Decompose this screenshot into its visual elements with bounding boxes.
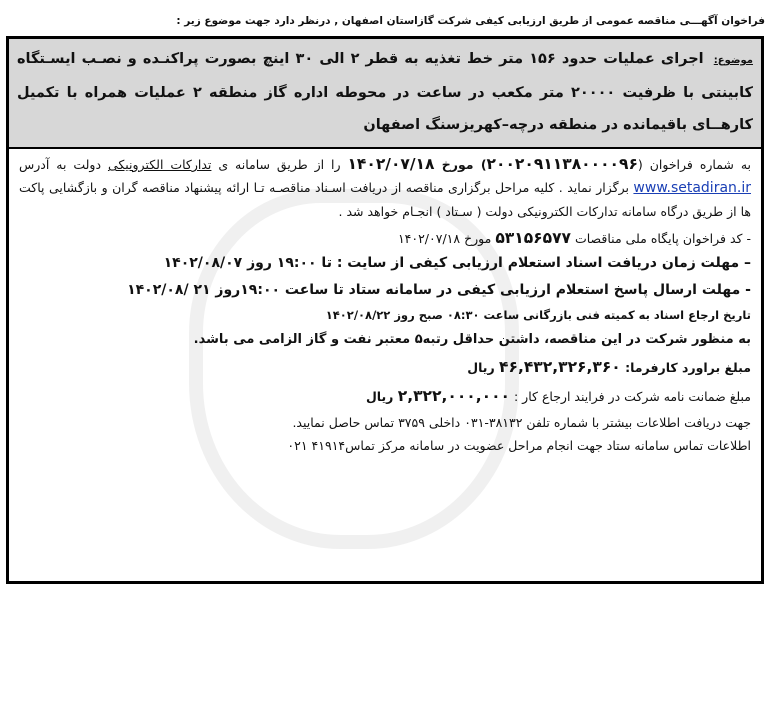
intro-text-4: دولت به آدرس	[19, 157, 108, 172]
call-date: ۱۴۰۲/۰۷/۱۸	[347, 155, 435, 173]
notice-body	[9, 149, 761, 581]
subject-label: موضوع:	[713, 55, 753, 66]
deadline-receive: – مهلت زمان دریافت اسناد استعلام ارزیابی کیفی از سایت : تا ۱۹:۰۰ روز ۱۴۰۲/۰۸/۰۷	[163, 255, 751, 271]
return-date: تاریخ ارجاع اسناد به کمیته فنی بازرگانی ساعت ۰۸:۳۰ صبح روز ۱۴۰۲/۰۸/۲۲	[325, 308, 751, 322]
subject-text: اجرای عملیات حدود ۱۵۶ متر خط تغذیه به قطر ۲ الی ۳۰ اینچ بصورت پراکنـده و نصـب ایسـتگاه کابینتی با ظرفیت ۲۰۰۰۰ متر مکعب در ساعت در محوطه اداره گاز منطقه ۲ عملیات همراه با تکمیل کارهــای باقیمانده در منطقه درچه–کهریزسنگ اصفهان	[17, 51, 753, 133]
subject-paragraph	[17, 43, 753, 141]
subject-box	[9, 39, 761, 149]
estimate-unit: ریال	[467, 360, 500, 375]
website-link[interactable]: www.setadiran.ir	[633, 180, 751, 196]
contact-phone: جهت دریافت اطلاعات بیشتر با شماره تلفن ۳۸۱۳۲-۰۳۱ داخلی ۳۷۵۹ تماس حاصل نمایید.	[292, 415, 751, 430]
estimate-amount: ۴۶,۴۳۲,۳۲۶,۳۶۰	[499, 358, 621, 376]
tender-code: ۵۳۱۵۶۵۷۷	[495, 229, 571, 247]
system-name: تدارکات الکترونیکی	[107, 157, 212, 172]
guarantee-label: مبلغ ضمانت نامه شرکت در فرایند ارجاع کار :	[510, 389, 751, 404]
intro-text-2: ) مورخ	[434, 157, 487, 172]
intro-text-5: برگزار نماید . کلیه مراحل برگزاری مناقصه از دریافت اسـناد مناقصـه تـا ارائه پیشنهاد مناقصه گران و بازگشایی پاکت ها از طریق درگاه سامانه تدارکات الکترونیکی دولت ( سـتاد ) انجـام خواهد شد .	[19, 180, 751, 219]
guarantee-amount: ۲,۳۲۲,۰۰۰,۰۰۰	[397, 387, 511, 405]
intro-text-1: به شماره فراخوان (	[637, 157, 752, 172]
deadline-send: - مهلت ارسال پاسخ استعلام ارزیابی کیفی در سامانه ستاد تا ساعت ۱۹:۰۰روز ۲۱ /۱۴۰۲/۰۸	[127, 282, 751, 298]
announcement-header: فراخوان آگهـــی مناقصه عمومی از طریق ارزیابی کیفی شرکت گازاستان اصفهان , درنظر دارد جهت موضوع زیر :	[176, 15, 765, 27]
code-line	[19, 227, 751, 250]
intro-paragraph	[19, 153, 751, 223]
code-line-text-1: - کد فراخوان پایگاه ملی مناقصات	[571, 231, 751, 246]
guarantee-line	[19, 382, 751, 411]
notice-frame	[6, 36, 764, 584]
estimate-label: مبلغ براورد کارفرما:	[620, 360, 751, 375]
code-line-text-2: مورخ ۱۴۰۲/۰۷/۱۸	[397, 231, 496, 246]
contact-setad: اطلاعات تماس سامانه ستاد جهت انجام مراحل عضویت در سامانه مرکز تماس۴۱۹۱۴ ۰۲۱	[287, 438, 751, 453]
requirement-text: به منظور شرکت در این مناقصه، داشتن حداقل رتبه۵ معتبر نفت و گاز الزامی می باشد.	[193, 332, 751, 347]
guarantee-unit: ریال	[365, 389, 398, 404]
estimate-line	[19, 353, 751, 382]
intro-text-3: را از طریق سامانه ی	[211, 157, 348, 172]
call-number: ۲۰۰۲۰۹۱۱۳۸۰۰۰۰۹۶	[486, 155, 638, 173]
